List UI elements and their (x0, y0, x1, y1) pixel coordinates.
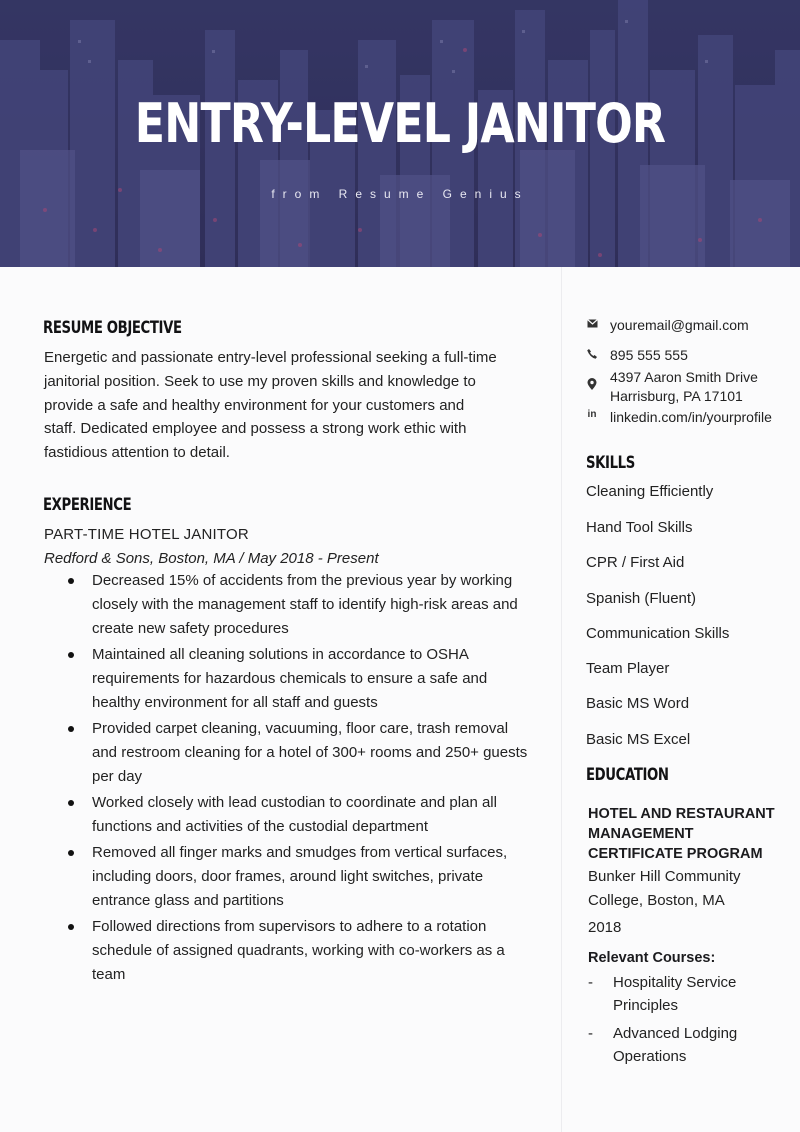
list-item: Provided carpet cleaning, vacuuming, floor care, trash removal and restroom cleaning for a hotel of 300+ rooms and 250+ guests per day (44, 717, 549, 789)
list-item: Maintained all cleaning solutions in accordance to OSHA requirements for hazardous chemicals to ensure a safe and healthy environment for all staff and guests (44, 643, 549, 715)
program-line: MANAGEMENT (588, 826, 694, 842)
objective-heading: RESUME OBJECTIVE (43, 318, 182, 338)
experience-entry (44, 515, 549, 989)
skill-item: Team Player (586, 660, 670, 677)
program-line: HOTEL AND RESTAURANT (588, 806, 775, 822)
objective-line: staff. Dedicated employee and possess a strong work ethic with (44, 420, 467, 438)
email-link[interactable]: youremail@gmail.com (610, 317, 749, 333)
job-meta: Redford & Sons, Boston, MA / May 2018 - Present (44, 550, 379, 567)
program-line: CERTIFICATE PROGRAM (588, 846, 763, 862)
objective-line: fastidious attention to detail. (44, 444, 230, 462)
dash-marker: - (588, 1025, 593, 1042)
objective-text (44, 346, 549, 465)
list-item: - Advanced Lodging Operations (588, 1022, 793, 1068)
list-item: Removed all finger marks and smudges from vertical surfaces, including doors, door frames, around light switches, private entrance glass and partitions (44, 841, 549, 913)
list-item: - Hospitality Service Principles (588, 971, 793, 1017)
map-pin-icon (586, 378, 598, 390)
job-bullets (44, 569, 549, 987)
phone-number: 895 555 555 (610, 347, 688, 363)
envelope-icon (586, 319, 598, 331)
skill-item: Cleaning Efficiently (586, 483, 714, 500)
resume-title: ENTRY-LEVEL JANITOR (134, 92, 666, 155)
skills-heading: SKILLS (586, 453, 635, 473)
skill-item: Basic MS Excel (586, 731, 691, 748)
job-title: PART-TIME HOTEL JANITOR (44, 526, 249, 543)
skill-item: Hand Tool Skills (586, 519, 693, 536)
linkedin-link[interactable]: linkedin.com/in/yourprofile (610, 409, 772, 425)
objective-line: janitorial position. Seek to use my proven skills and knowledge to (44, 372, 476, 390)
phone-icon (586, 349, 598, 361)
dash-marker: - (588, 974, 593, 991)
side-column (561, 267, 800, 1132)
skill-item: Communication Skills (586, 625, 730, 642)
resume-subtitle: from Resume Genius (271, 187, 529, 201)
courses-heading: Relevant Courses: (588, 950, 716, 966)
education-year: 2018 (588, 919, 622, 936)
list-item: Decreased 15% of accidents from the previous year by working closely with the management staff to identify high-risk areas and create new safety procedures (44, 569, 549, 641)
education-entry (588, 804, 793, 1068)
linkedin-icon: in (587, 409, 597, 420)
objective-line: Energetic and passionate entry-level professional seeking a full-time (44, 349, 497, 366)
objective-line: provide a safe and healthy environment for your customers and (44, 396, 465, 414)
address-line-1: 4397 Aaron Smith Drive (610, 369, 758, 385)
school-line: Bunker Hill Community (588, 868, 741, 885)
list-item: Worked closely with lead custodian to coordinate and plan all functions and activities of the custodial department (44, 791, 549, 839)
address-line-2: Harrisburg, PA 17101 (610, 388, 743, 404)
skill-item: Basic MS Word (586, 695, 690, 712)
experience-heading: EXPERIENCE (43, 495, 132, 515)
education-heading: EDUCATION (586, 765, 669, 785)
list-item: Followed directions from supervisors to adhere to a rotation schedule of assigned quadrants, working with co-workers as a team (44, 915, 549, 987)
skill-item: Spanish (Fluent) (586, 590, 697, 607)
school-line: College, Boston, MA (588, 892, 725, 909)
skill-item: CPR / First Aid (586, 554, 685, 571)
header-banner (0, 0, 800, 267)
